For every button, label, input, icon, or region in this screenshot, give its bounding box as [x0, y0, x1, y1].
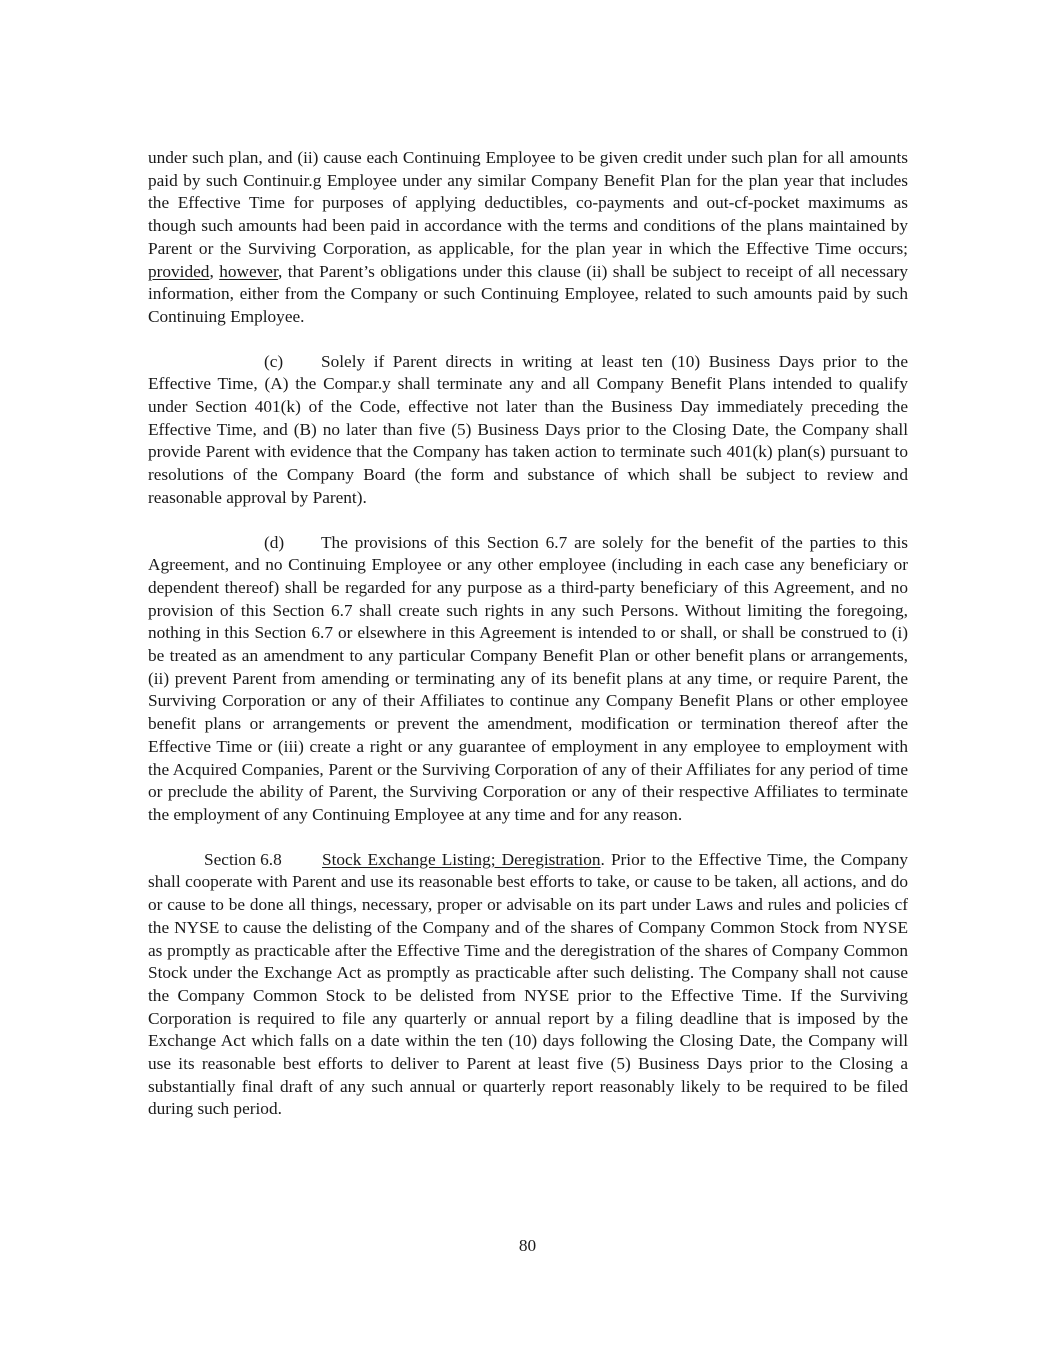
- provided-term: provided: [148, 261, 210, 281]
- paragraph-c-label: (c): [264, 351, 284, 371]
- page-number: 80: [518, 1236, 537, 1255]
- paragraph-c: [148, 351, 908, 510]
- paragraph-d: [148, 532, 908, 827]
- section-6-8-title: Stock Exchange Listing; Deregistration: [322, 849, 601, 869]
- separator: ,: [209, 261, 220, 281]
- paragraph-d-text: The provisions of this Section 6.7 are solely for the benefit of the parties to this Agreement, and no Continuing Employee or any other employee (including in each case any beneficiary or dependent thereof) shall be regarded for any purpose as a third-party beneficiary of this Agreement, and no provision of this Section 6.7 shall create such rights in any such Persons. Without limiting the foregoing, nothing in this Section 6.7 or elsewhere in this Agreement is intended to or shall, or shall be construed to (i) be treated as an amendment to any particular Company Benefit Plan or other benefit plans or arrangements, (ii) prevent Parent from amending or terminating any of its benefit plans at any time, or require Parent, the Surviving Corporation or any of their Affiliates to continue any Company Benefit Plans or other employee benefit plans or arrangements or prevent the amendment, modification or termination thereof after the Effective Time or (iii) create a right or any guarantee of employment in any employee to employment with the Acquired Companies, Parent or the Surviving Corporation of any of their Affiliates for any period of time or preclude the ability of Parent, the Surviving Corporation or any of their respective Affiliates to terminate the employment of any Continuing Employee at any time and for any reason.: [148, 532, 908, 824]
- section-6-8: [148, 849, 908, 1121]
- paragraph-d-label: (d): [264, 532, 285, 552]
- section-6-8-text: . Prior to the Effective Time, the Company shall cooperate with Parent and use its reasonable best efforts to take, or cause to be taken, all actions, and do or cause to be done all things, necessary, proper or advisable on its part under Laws and rules and policies cf the NYSE to cause the delisting of the Company and of the shares of Company Common Stock from NYSE as promptly as practicable after the Effective Time and the deregistration of the shares of Company Common Stock under the Exchange Act as promptly as practicable after such delisting. The Company shall not cause the Company Common Stock to be delisted from NYSE prior to the Effective Time. If the Surviving Corporation is required to file any quarterly or annual report by a filing deadline that is imposed by the Exchange Act which falls on a date within the ten (10) days following the Closing Date, the Company will use its reasonable best efforts to deliver to Parent at least five (5) Business Days prior to the Closing a substantially final draft of any such annual or quarterly report reasonably likely to be required to be filed during such period.: [148, 849, 909, 1119]
- however-term: however: [219, 261, 279, 281]
- section-6-8-label: Section 6.8: [204, 849, 282, 869]
- paragraph-b-continued: [148, 147, 908, 329]
- document-page: [148, 147, 908, 1121]
- paragraph-c-text: Solely if Parent directs in writing at least ten (10) Business Days prior to the Effective Time, (A) the Compar.y shall terminate any and all Company Benefit Plans intended to qualify under Section 401(k) of the Code, effective not later than the Business Day immediately preceding the Effective Time, and (B) no later than five (5) Business Days prior to the Closing Date, the Company shall provide Parent with evidence that the Company has taken action to terminate such 401(k) plan(s) pursuant to resolutions of the Company Board (the form and substance of which shall be subject to review and reasonable approval by Parent).: [148, 351, 908, 507]
- paragraph-b-text-1: under such plan, and (ii) cause each Continuing Employee to be given credit under such plan for all amounts paid by such Continuir.g Employee under any similar Company Benefit Plan for the plan year that includes the Effective Time for purposes of applying deductibles, co-payments and out-cf-pocket maximums as though such amounts had been paid in accordance with the terms and conditions of the plans maintained by Parent or the Surviving Corporation, as applicable, for the plan year in which the Effective Time occurs;: [148, 148, 908, 258]
- paragraph-b-text-2: , that Parent’s obligations under this clause (ii) shall be subject to receipt of all necessary information, either from the Company or such Continuing Employee, related to such amounts paid by such Continuing Employee.: [148, 261, 909, 326]
